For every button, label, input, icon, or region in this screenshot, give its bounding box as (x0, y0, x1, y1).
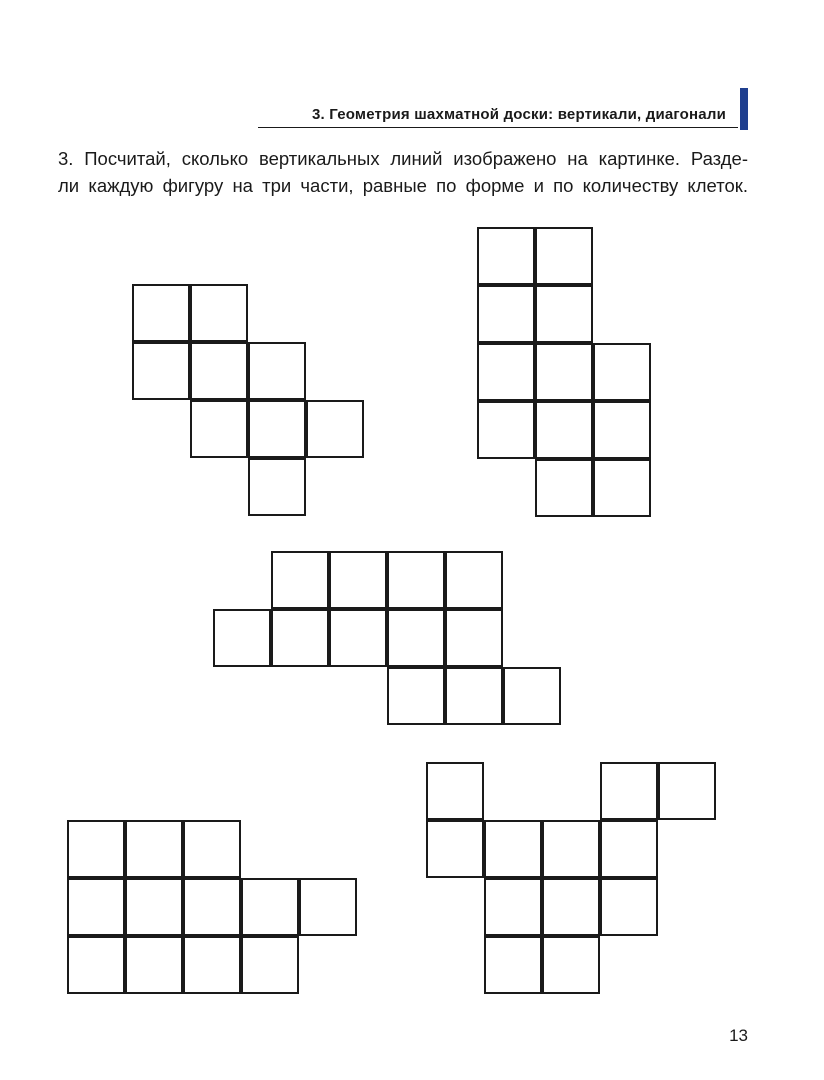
grid-cell (183, 820, 241, 878)
header-rule (258, 127, 738, 128)
grid-cell (306, 400, 364, 458)
grid-cell (190, 400, 248, 458)
grid-cell (67, 878, 125, 936)
grid-cell (271, 609, 329, 667)
grid-cell (248, 342, 306, 400)
grid-cell (477, 227, 535, 285)
grid-cell (190, 284, 248, 342)
grid-cell (542, 936, 600, 994)
grid-cell (426, 762, 484, 820)
page-header-title: 3. Геометрия шахматной доски: вертикали, диагонали (311, 106, 726, 123)
grid-cell (387, 609, 445, 667)
grid-cell (125, 820, 183, 878)
grid-cell (248, 400, 306, 458)
grid-cell (477, 401, 535, 459)
grid-cell (535, 343, 593, 401)
header-accent-bar (740, 88, 748, 130)
grid-cell (329, 609, 387, 667)
grid-cell (241, 936, 299, 994)
grid-cell (241, 878, 299, 936)
grid-cell (67, 936, 125, 994)
grid-cell (299, 878, 357, 936)
grid-cell (183, 878, 241, 936)
grid-cell (658, 762, 716, 820)
grid-cell (477, 285, 535, 343)
grid-cell (183, 936, 241, 994)
grid-cell (535, 401, 593, 459)
grid-cell (387, 551, 445, 609)
grid-cell (484, 878, 542, 936)
grid-cell (593, 459, 651, 517)
grid-cell (535, 459, 593, 517)
grid-cell (535, 227, 593, 285)
grid-cell (593, 343, 651, 401)
grid-cell (271, 551, 329, 609)
grid-cell (600, 762, 658, 820)
grid-cell (67, 820, 125, 878)
grid-cell (132, 284, 190, 342)
grid-cell (542, 820, 600, 878)
grid-cell (484, 936, 542, 994)
grid-cell (445, 551, 503, 609)
grid-cell (125, 878, 183, 936)
page-number: 13 (729, 1026, 748, 1045)
grid-cell (600, 878, 658, 936)
grid-cell (190, 342, 248, 400)
task-line-2: ли каждую фигуру на три части, равные по форме и по количеству клеток. (58, 175, 748, 196)
grid-cell (542, 878, 600, 936)
grid-cell (132, 342, 190, 400)
grid-cell (445, 609, 503, 667)
grid-cell (125, 936, 183, 994)
grid-cell (503, 667, 561, 725)
grid-cell (535, 285, 593, 343)
grid-cell (426, 820, 484, 878)
grid-cell (477, 343, 535, 401)
task-line-1: 3. Посчитай, сколько вертикальных линий изображено на картинке. Разде- (58, 148, 748, 169)
grid-cell (593, 401, 651, 459)
grid-cell (329, 551, 387, 609)
task-text (58, 145, 748, 199)
grid-cell (484, 820, 542, 878)
grid-cell (387, 667, 445, 725)
grid-cell (213, 609, 271, 667)
grid-cell (600, 820, 658, 878)
grid-cell (445, 667, 503, 725)
grid-cell (248, 458, 306, 516)
